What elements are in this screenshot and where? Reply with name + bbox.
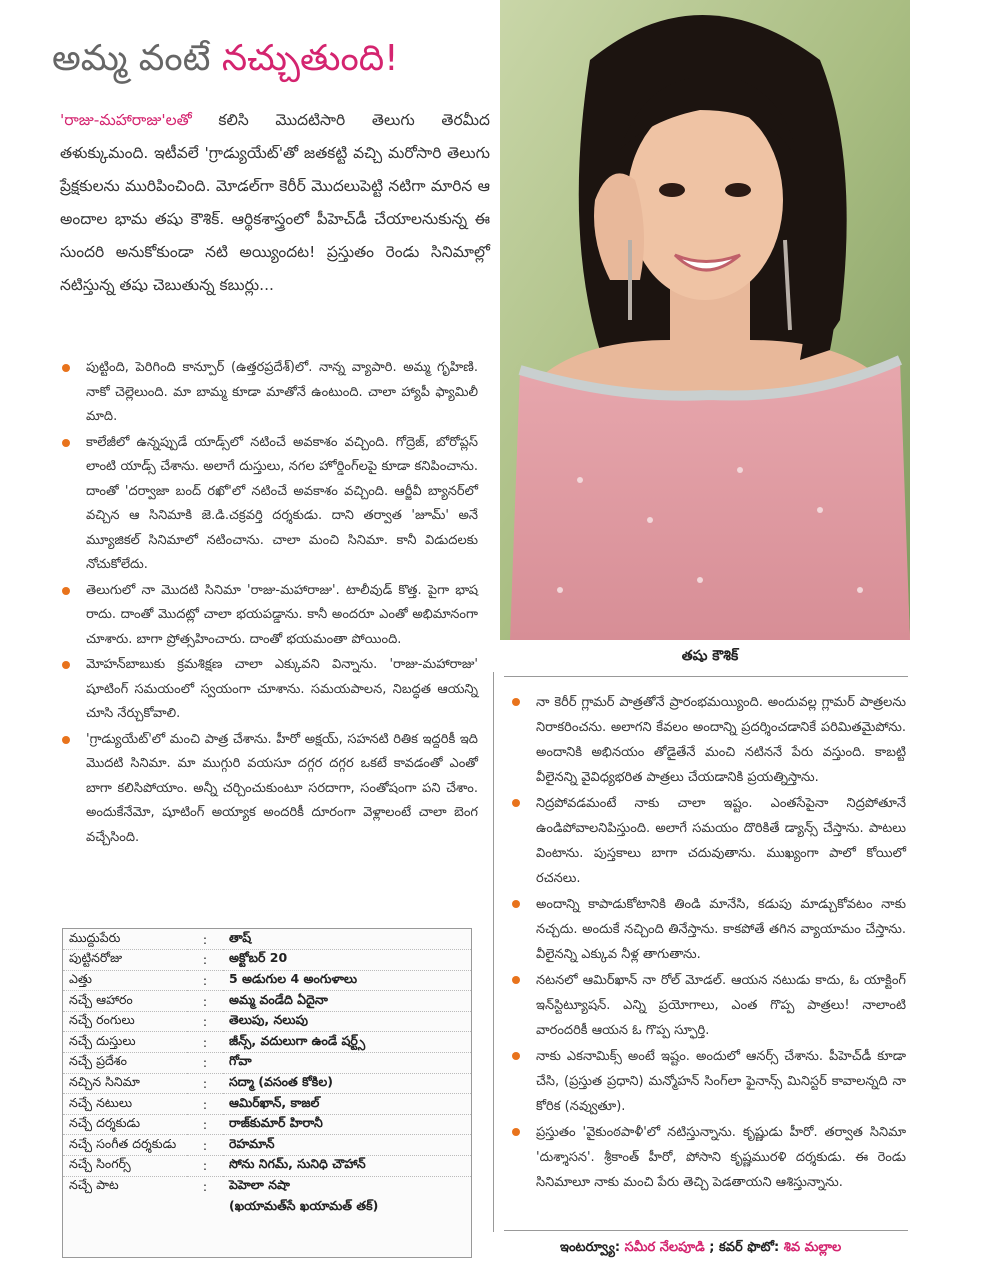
profile-label: నచ్చే సంగీత దర్శకుడు xyxy=(63,1135,187,1156)
profile-label: నచ్చే ఆహారం xyxy=(63,991,187,1012)
profile-colon: : xyxy=(187,991,223,1012)
profile-value: అమ్మ వండేది ఏదైనా xyxy=(223,991,471,1012)
list-item: పుట్టింది, పెరిగింది కాన్పూర్ (ఉత్తరప్రదేశ్)లో. నాన్న వ్యాపారి. అమ్మ గృహిణి. నాకో చెల్లెలుంది. మా బామ్మ కూడా మాతోనే ఉంటుంది. చాలా హ్యాపీ ఫ్యామిలీ మాది. xyxy=(58,356,478,430)
profile-value: సద్మా (వసంత కోకిల) xyxy=(223,1073,471,1094)
profile-label xyxy=(63,1197,187,1218)
credits-line xyxy=(560,1236,920,1260)
profile-label: పుట్టినరోజు xyxy=(63,950,187,971)
profile-colon: : xyxy=(187,1094,223,1115)
right-column-top-rule xyxy=(504,676,908,677)
profile-colon: : xyxy=(187,970,223,991)
profile-value: (ఖయామత్‌సే ఖయామత్ తక్) xyxy=(229,1197,379,1213)
profile-colon: : xyxy=(187,1053,223,1074)
profile-value: రెహమాన్ xyxy=(223,1135,471,1156)
list-item: కాలేజీలో ఉన్నప్పుడే యాడ్స్‌లో నటించే అవకాశం వచ్చింది. గోద్రెజ్, బోరోప్లస్ లాంటి యాడ్స్ చేశాను. అలాగే దుస్తులు, నగల హోర్డింగ్‌లపై కూడా కనిపించాను. దాంతో 'దర్వాజా బంద్ రఖో'లో నటించే అవకాశం వచ్చింది. ఆర్జీవీ బ్యానర్‌లో వచ్చిన ఆ సినిమాకి జె.డి.చక్రవర్తి దర్శకుడు. దాని తర్వాత 'జూమ్' అనే మ్యూజికల్ సినిమాలో నటించాను. చాలా మంచి సినిమా. కానీ విడుదలకు నోచుకోలేదు. xyxy=(58,431,478,578)
profile-label: ఎత్తు xyxy=(63,970,187,991)
intro-text: కలిసి మొదటిసారి తెలుగు తెరమీద తళుక్కుమంది. ఇటీవలే 'గ్రాడ్యుయేట్'తో జతకట్టి వచ్చి మరోసారి తెలుగు ప్రేక్షకులను మురిపించింది. మోడల్‌గా కెరీర్ మొదలుపెట్టి నటిగా మారిన ఆ అందాల భామ తషు కౌశిక్. ఆర్థికశాస్త్రంలో పీహెచ్‌డీ చేయాలనుకున్న ఈ సుందరి అనుకోకుండా నటి అయ్యిందట! ప్రస్తుతం రెండు సినిమాల్లో నటిస్తున్న తషు చెబుతున్న కబుర్లు... xyxy=(60,111,490,294)
table-row xyxy=(63,1114,471,1135)
table-row xyxy=(63,929,471,950)
table-row xyxy=(63,1176,471,1197)
profile-colon: : xyxy=(187,1135,223,1156)
photo-credit-label: కవర్ ఫొటో: xyxy=(718,1240,784,1255)
profile-colon: : xyxy=(187,1114,223,1135)
profile-colon: : xyxy=(187,1032,223,1053)
credits-separator: ; xyxy=(704,1240,719,1255)
profile-box xyxy=(62,928,472,1258)
column-divider xyxy=(493,672,494,1232)
table-row xyxy=(63,1053,471,1074)
table-row xyxy=(63,1073,471,1094)
profile-value: గోవా xyxy=(223,1053,471,1074)
profile-label: నచ్చే దుస్తులు xyxy=(63,1032,187,1053)
table-row xyxy=(63,1156,471,1177)
table-row xyxy=(63,1197,471,1218)
photo-caption: తషు కౌశిక్ xyxy=(681,648,739,664)
profile-label: నచ్చిన సినిమా xyxy=(63,1073,187,1094)
table-row xyxy=(63,991,471,1012)
profile-label: నచ్చే రంగులు xyxy=(63,1011,187,1032)
profile-value: సోను నిగమ్, సునిధి చౌహాన్ xyxy=(223,1156,471,1177)
table-row xyxy=(63,970,471,991)
table-row xyxy=(63,1011,471,1032)
right-bullet-list xyxy=(508,690,906,1196)
profile-value: ఆమిర్‌ఖాన్, కాజల్ xyxy=(223,1094,471,1115)
profile-colon: : xyxy=(187,1156,223,1177)
profile-colon-blank xyxy=(187,1197,223,1218)
profile-colon: : xyxy=(202,1179,208,1195)
profile-label: నచ్చే దర్శకుడు xyxy=(63,1114,187,1135)
intro-lead: 'రాజు-మహారాజు'లతో xyxy=(60,111,192,129)
headline-part-1: అమ్మ వంటే xyxy=(52,38,222,79)
profile-label: నచ్చే నటులు xyxy=(63,1094,187,1115)
actress-portrait-illustration xyxy=(500,0,910,640)
article-headline xyxy=(52,24,492,94)
list-item: నటనలో ఆమిర్‌ఖాన్ నా రోల్ మోడల్. ఆయన నటుడు కాదు, ఓ యాక్టింగ్ ఇన్‌స్టిట్యూషన్. ఎన్ని ప్రయోగాలు, ఎంత గొప్ప పాత్రలు! నాలాంటి వారందరికీ ఆయన ఓ గొప్ప స్ఫూర్తి. xyxy=(508,968,906,1043)
table-row xyxy=(63,1032,471,1053)
intro-paragraph xyxy=(60,104,490,334)
table-row xyxy=(63,1094,471,1115)
list-item: నా కెరీర్ గ్లామర్ పాత్రతోనే ప్రారంభమయ్యింది. అందువల్ల గ్లామర్ పాత్రలను నిరాకరించను. అలాగని కేవలం అందాన్ని ప్రదర్శించడానికే పరిమితమైపోను. అందానికి అభినయం తోడైతేనే మంచి నటిననే పేరు వస్తుంది. కాబట్టి వీలైనన్ని వైవిధ్యభరిత పాత్రలు చేయడానికి ప్రయత్నిస్తాను. xyxy=(508,690,906,790)
profile-table xyxy=(63,929,471,1217)
list-item: ప్రస్తుతం 'వైకుంఠపాళీ'లో నటిస్తున్నాను. కృష్ణుడు హీరో. తర్వాత సినిమా 'దుశ్శాసన'. శ్రీకాంత్ హీరో, పోసాని కృష్ణమురళి దర్శకుడు. ఈ రెండు సినిమాలూ నాకు మంచి పేరు తెచ్చి పెడతాయని ఆశిస్తున్నాను. xyxy=(508,1120,906,1195)
list-item: అందాన్ని కాపాడుకోటానికి తిండి మానేసి, కడుపు మాడ్చుకోవటం నాకు నచ్చదు. అందుకే నచ్చింది తినేస్తాను. కాకపోతే తగిన వ్యాయామం చేస్తాను. వీలైనన్ని ఎక్కువ నీళ్ల తాగుతాను. xyxy=(508,892,906,967)
profile-colon: : xyxy=(187,929,223,950)
profile-label: ముద్దుపేరు xyxy=(63,929,187,950)
left-bullet-list xyxy=(58,356,478,851)
list-item: 'గ్రాడ్యుయేట్'లో మంచి పాత్ర చేశాను. హీరో అక్షయ్, సహనటి రితిక ఇద్దరికీ ఇది మొదటి సినిమా. మా ముగ్గురి వయసూ దగ్గర దగ్గర ఒకటే కావడంతో ఎంతో బాగా కలిసిపోయాం. అన్నీ చర్చించుకుంటూ సరదాగా, సంతోషంగా పని చేశాం. అందుకేనేమో, షూటింగ్ అయ్యాక అందరికీ దూరంగా వెళ్లాలంటే చాలా బెంగ వచ్చేసింది. xyxy=(58,728,478,851)
list-item: నిద్రపోవడమంటే నాకు చాలా ఇష్టం. ఎంతసేపైనా నిద్రపోతూనే ఉండిపోవాలనిపిస్తుంది. అలాగే సమయం దొరికితే డ్యాన్స్ చేస్తాను. పాటలు వింటాను. పుస్తకాలు బాగా చదువుతాను. ముఖ్యంగా పాలో కోయిలో రచనలు. xyxy=(508,791,906,891)
list-item: మోహన్‌బాబుకు క్రమశిక్షణ చాలా ఎక్కువని విన్నాను. 'రాజు-మహారాజు' షూటింగ్ సమయంలో స్వయంగా చూశాను. సమయపాలన, నిబద్ధత ఆయన్ని చూసి నేర్చుకోవాలి. xyxy=(58,653,478,727)
profile-value: పెహెలా నషా xyxy=(229,1177,290,1193)
profile-value: రాజ్‌కుమార్ హిరానీ xyxy=(223,1114,471,1135)
list-item: నాకు ఎకనామిక్స్ అంటే ఇష్టం. అందులో ఆనర్స్ చేశాను. పీహెచ్‌డీ కూడా చేసి, (ప్రస్తుత ప్రధాని) మన్మోహన్ సింగ్‌లా ఫైనాన్స్ మినిస్టర్ కావాలన్నది నా కోరిక (నవ్వుతూ). xyxy=(508,1044,906,1119)
actress-photo xyxy=(500,0,910,640)
table-row xyxy=(63,1135,471,1156)
list-item: తెలుగులో నా మొదటి సినిమా 'రాజు-మహారాజు'. టాలీవుడ్ కొత్త. పైగా భాష రాదు. దాంతో మొదట్లో చాలా భయపడ్డాను. కానీ అందరూ ఎంతో అభిమానంగా చూశారు. బాగా ప్రోత్సహించారు. దాంతో భయమంతా పోయింది. xyxy=(58,579,478,653)
profile-colon: : xyxy=(187,1011,223,1032)
photographer-name: శివ మల్లాల xyxy=(783,1240,842,1255)
profile-label: నచ్చే ప్రదేశం xyxy=(63,1053,187,1074)
profile-colon: : xyxy=(187,950,223,971)
right-column-bottom-rule xyxy=(504,1230,908,1231)
interview-label: ఇంటర్వ్యూ: xyxy=(560,1240,625,1255)
profile-value: అక్టోబర్ 20 xyxy=(223,950,471,971)
profile-value: తెలుపు, నలుపు xyxy=(223,1011,471,1032)
profile-value: తాష్ xyxy=(223,929,471,950)
profile-colon: : xyxy=(187,1073,223,1094)
profile-label: నచ్చే సింగర్స్ xyxy=(63,1156,187,1177)
table-row xyxy=(63,950,471,971)
profile-value: 5 అడుగుల 4 అంగుళాలు xyxy=(223,970,471,991)
profile-value: జీన్స్, వదులుగా ఉండే షర్ట్స్ xyxy=(223,1032,471,1053)
interviewer-name: సమీర నేలపూడి xyxy=(624,1240,705,1255)
headline-part-2: నచ్చుతుంది! xyxy=(221,38,399,79)
profile-label: నచ్చే పాట xyxy=(69,1177,119,1193)
